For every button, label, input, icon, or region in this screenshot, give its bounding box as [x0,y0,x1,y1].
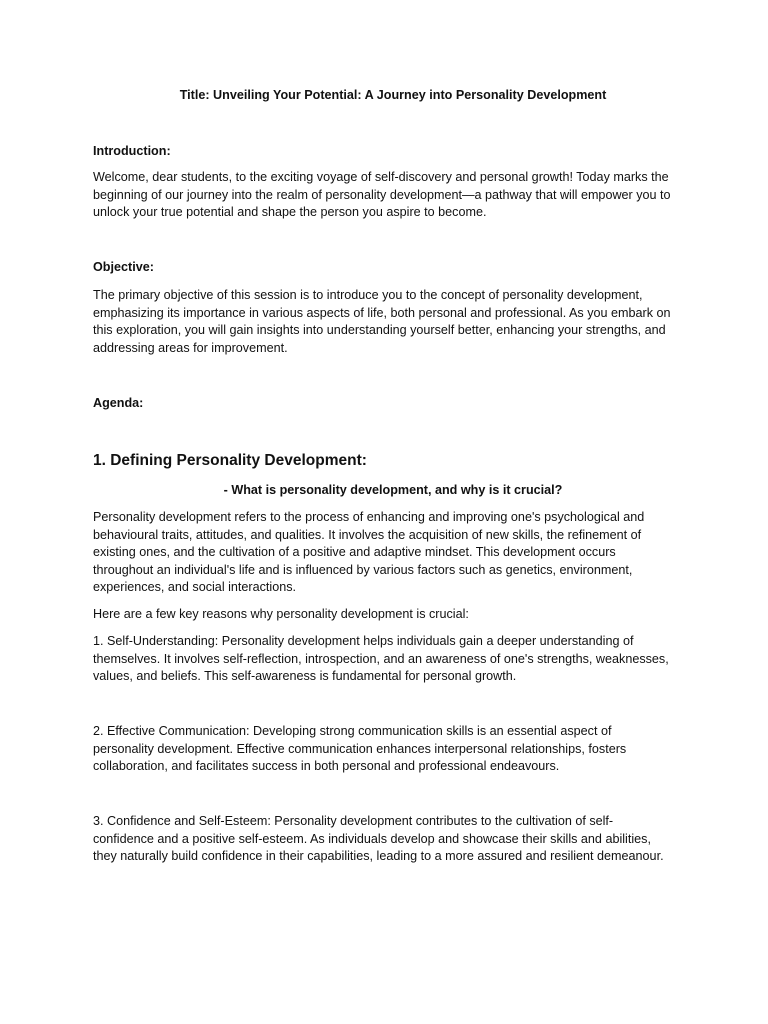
objective-paragraph: The primary objective of this session is to introduce you to the concept of personality development, emphasizing its importance in various aspects of life, both personal and professional. As you embark on this exploration, you will gain insights into understanding yourself better, enhancing your strengths, and addressing areas for improvement. [93,288,671,355]
section-question: - What is personality development, and why is it crucial? [223,483,563,497]
introduction-heading: Introduction: [93,144,171,158]
document-title: Title: Unveiling Your Potential: A Journey into Personality Development [179,88,607,102]
reason-effective-communication: 2. Effective Communication: Developing strong communication skills is an essential aspect of personality development. Effective communication enhances interpersonal relationships, fosters collaboration, and facilitates success in both personal and professional endeavours. [93,724,627,774]
reason-confidence: 3. Confidence and Self-Esteem: Personality development contributes to the cultivation of self-confidence and a positive self-esteem. As individuals develop and showcase their skills and abilities, they naturally build confidence in their capabilities, leading to a more assured and resilient demeanour. [93,814,664,864]
introduction-paragraph: Welcome, dear students, to the exciting voyage of self-discovery and personal growth! Today marks the beginning of our journey into the realm of personality development—a pathway that will empower you to unlock your true potential and shape the person you aspire to become. [93,170,671,220]
section-heading-defining: 1. Defining Personality Development: [93,452,367,469]
agenda-heading: Agenda: [93,396,144,410]
reasons-intro: Here are a few key reasons why personality development is crucial: [93,607,469,621]
reason-self-understanding: 1. Self-Understanding: Personality development helps individuals gain a deeper understanding of themselves. It involves self-reflection, introspection, and an awareness of one's strengths, weaknesses, values, and beliefs. This self-awareness is fundamental for personal growth. [93,634,669,684]
definition-paragraph: Personality development refers to the process of enhancing and improving one's psychological and behavioural traits, attitudes, and qualities. It involves the acquisition of new skills, the refinement of existing ones, and the cultivation of a positive and adaptive mindset. This development occurs throughout an individual's life and is influenced by various factors such as genetics, environment, experiences, and social interactions. [93,510,645,595]
objective-heading: Objective: [93,260,154,274]
